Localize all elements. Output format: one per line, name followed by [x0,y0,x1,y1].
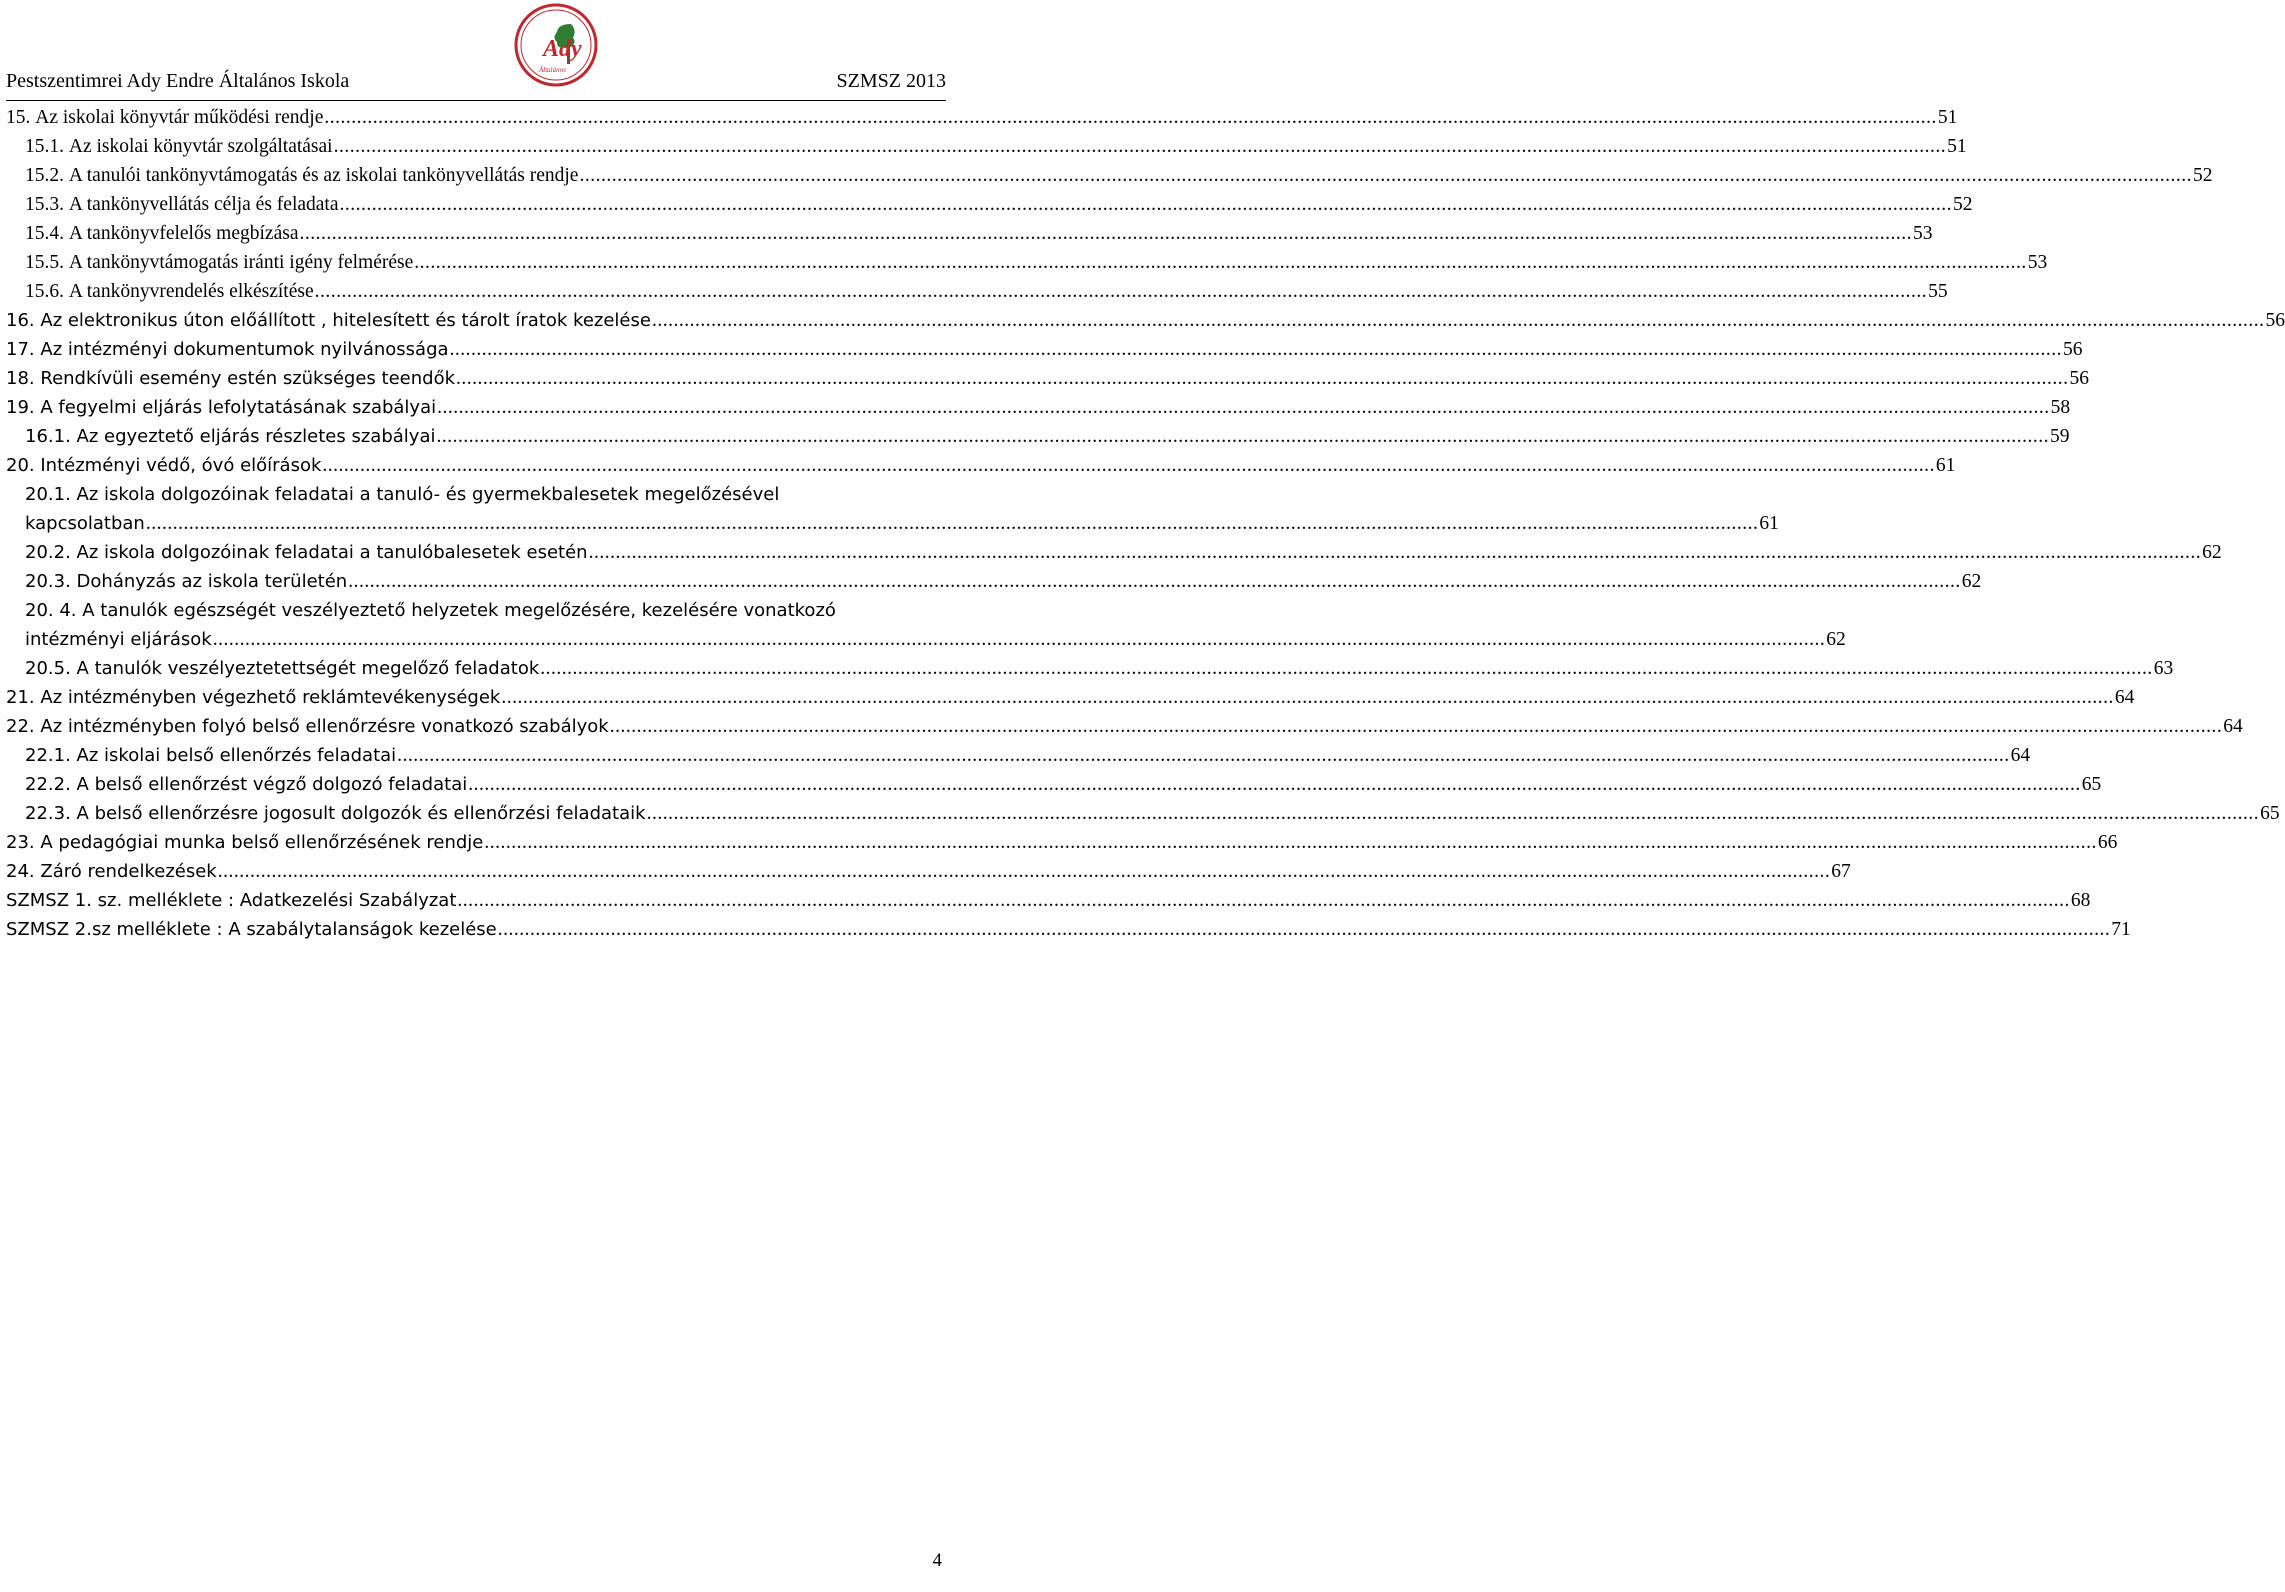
toc-title: A tankönyvellátás célja és feladata [68,194,339,215]
toc-leader: ............................................................................................................................................................................................................................................................................................................ [456,368,2069,389]
toc-title: Az intézményben folyó belső ellenőrzésre vonatkozó szabályok [40,716,609,737]
toc-page: 68 [2070,890,2091,911]
toc-leader: ............................................................................................................................................................................................................................................................................................................ [322,455,1935,476]
toc-title: Rendkívüli esemény estén szükséges teendők [40,368,456,389]
toc-entry[interactable] [6,103,1958,132]
toc-leader: ............................................................................................................................................................................................................................................................................................................ [540,658,2153,679]
toc-number: 20.1. [25,484,71,505]
toc-number: 20.2. [25,542,71,563]
toc-page: 67 [1831,861,1851,882]
toc-number: 15.3. [25,194,64,215]
toc-number: 15.5. [25,252,64,273]
toc-number: 22.3. [25,803,71,824]
toc-leader: ............................................................................................................................................................................................................................................................................................................ [324,107,1937,128]
toc-page: 52 [1953,194,1973,215]
toc-number: 19. [6,397,35,418]
document-code: SZMSZ 2013 [836,70,946,92]
toc-leader: ............................................................................................................................................................................................................................................................................................................ [397,745,2010,766]
toc-page: 63 [2153,658,2174,679]
toc-title: Az iskolai könyvtár működési rendje [35,107,324,128]
toc-page: 52 [2192,165,2213,186]
toc-number: 21. [6,687,35,708]
toc-title: Az intézményben végezhető reklámtevékenységek [40,687,501,708]
toc-leader: ............................................................................................................................................................................................................................................................................................................ [333,136,1947,157]
toc-leader: ............................................................................................................................................................................................................................................................................................................ [497,919,2111,940]
toc-page: 64 [2223,716,2243,737]
toc-title: Intézményi védő, óvó előírások [40,455,322,476]
svg-text:Ady: Ady [543,36,582,62]
toc-title: A belső ellenőrzést végző dolgozó feladatai [76,774,468,795]
toc-number: SZMSZ 1. sz. [6,890,123,911]
toc-page: 62 [1961,571,1982,592]
toc-page: 56 [2069,368,2090,389]
toc-leader: ............................................................................................................................................................................................................................................................................................................ [501,687,2114,708]
toc-number: SZMSZ 2.sz [6,919,111,940]
toc-title: Az elektronikus úton előállított , hitelesített és tárolt íratok kezelése [40,310,651,331]
toc-entry[interactable] [6,219,1933,248]
toc-title-cont: kapcsolatban [25,513,145,534]
toc-entry[interactable] [6,190,1973,219]
toc-title: Az iskolai könyvtár szolgáltatásai [68,136,333,157]
svg-text:Általános: Általános [539,66,566,74]
toc-page: 51 [1937,107,1958,128]
toc-entry[interactable] [6,567,1982,596]
toc-title: A tankönyvfelelős megbízása [68,223,299,244]
toc-entry[interactable] [6,277,1948,306]
toc-entry[interactable] [6,480,1779,538]
toc-number: 18. [6,368,35,389]
page-header [6,0,946,101]
toc-leader: ............................................................................................................................................................................................................................................................................................................ [651,310,2265,331]
toc-page: 65 [2081,774,2102,795]
toc-number: 15.4. [25,223,64,244]
toc-page: 58 [2050,397,2071,418]
toc-entry[interactable] [6,741,2031,770]
toc-number: 23. [6,832,35,853]
toc-entry[interactable] [6,422,2070,451]
toc-number: 20.5. [25,658,71,679]
toc-page: 56 [2265,310,2285,331]
toc-number: 16.1. [25,426,71,447]
toc-leader: ............................................................................................................................................................................................................................................................................................................ [457,890,2070,911]
toc-page: 62 [2202,542,2222,563]
toc-page: 71 [2111,919,2131,940]
toc-leader: ............................................................................................................................................................................................................................................................................................................ [579,165,2192,186]
toc-title: Záró rendelkezések [40,861,217,882]
toc-title: A tankönyvtámogatás iránti igény felmérése [68,252,414,273]
school-logo [513,2,599,88]
toc-page: 61 [1759,513,1779,534]
toc-title: Az iskola dolgozóinak feladatai a tanuló- és gyermekbalesetek megelőzésével [76,484,780,505]
toc-entry[interactable] [6,857,1851,886]
toc-number: 20.3. [25,571,71,592]
toc-title: A tanulói tankönyvtámogatás és az iskolai tankönyvellátás rendje [68,165,579,186]
toc-leader: ............................................................................................................................................................................................................................................................................................................ [588,542,2202,563]
toc-leader: ............................................................................................................................................................................................................................................................................................................ [414,252,2027,273]
toc-entry[interactable] [6,538,2222,567]
toc-leader: ............................................................................................................................................................................................................................................................................................................ [145,513,1759,534]
toc-number: 16. [6,310,35,331]
toc-leader: ............................................................................................................................................................................................................................................................................................................ [437,397,2050,418]
toc-entry[interactable] [6,683,2135,712]
toc-page: 65 [2260,803,2280,824]
toc-leader: ............................................................................................................................................................................................................................................................................................................ [609,716,2223,737]
toc-entry[interactable] [6,770,2102,799]
toc-number: 20. [6,455,35,476]
toc-title: A pedagógiai munka belső ellenőrzésének rendje [40,832,484,853]
school-name: Pestszentimrei Ady Endre Általános Iskola [6,70,350,92]
toc-title: Az intézményi dokumentumok nyilvánossága [40,339,449,360]
toc-number: 15. [6,107,31,128]
toc-title: melléklete : Adatkezelési Szabályzat [127,890,457,911]
toc-leader: ............................................................................................................................................................................................................................................................................................................ [484,832,2097,853]
toc-page: 55 [1928,281,1948,302]
toc-number: 22.2. [25,774,71,795]
toc-title: Az iskolai belső ellenőrzés feladatai [76,745,397,766]
toc-page: 56 [2063,339,2083,360]
toc-leader: ............................................................................................................................................................................................................................................................................................................ [299,223,1912,244]
toc-page: 61 [1935,455,1956,476]
toc-entry[interactable] [6,915,2131,944]
toc-page: 64 [2010,745,2031,766]
table-of-contents [6,103,2285,944]
toc-title: A tanulók veszélyeztetettségét megelőző feladatok [76,658,540,679]
toc-number: 15.2. [25,165,64,186]
toc-title: melléklete : A szabálytalanságok kezelése [116,919,497,940]
toc-title: A tanulók egészségét veszélyeztető helyzetek megelőzésére, kezelésére vonatkozó [82,600,836,621]
toc-entry[interactable] [6,712,2243,741]
toc-page: 53 [2027,252,2048,273]
toc-page: 51 [1947,136,1967,157]
toc-page: 53 [1912,223,1933,244]
toc-number: 24. [6,861,35,882]
toc-number: 20. 4. [25,600,77,621]
toc-page: 64 [2114,687,2135,708]
toc-number: 22.1. [25,745,71,766]
toc-leader: ............................................................................................................................................................................................................................................................................................................ [314,281,1928,302]
toc-entry[interactable] [6,799,2280,828]
toc-leader: ............................................................................................................................................................................................................................................................................................................ [646,803,2260,824]
toc-entry[interactable] [6,886,2091,915]
toc-leader: ............................................................................................................................................................................................................................................................................................................ [468,774,2081,795]
toc-number: 17. [6,339,35,360]
toc-entry[interactable] [6,451,1956,480]
toc-title: A tankönyvrendelés elkészítése [68,281,314,302]
toc-leader: ............................................................................................................................................................................................................................................................................................................ [436,426,2049,447]
toc-entry[interactable] [6,335,2083,364]
toc-title: A fegyelmi eljárás lefolytatásának szabályai [40,397,437,418]
toc-number: 22. [6,716,35,737]
toc-entry[interactable] [6,161,2213,190]
toc-title: Az iskola dolgozóinak feladatai a tanulóbalesetek esetén [76,542,588,563]
toc-page: 59 [2049,426,2070,447]
toc-entry[interactable] [6,596,1846,654]
toc-entry[interactable] [6,654,2174,683]
page-number: 4 [932,1550,942,1571]
toc-leader: ............................................................................................................................................................................................................................................................................................................ [212,629,1826,650]
toc-entry[interactable] [6,132,1967,161]
toc-page: 62 [1826,629,1846,650]
toc-title: Az egyeztető eljárás részletes szabályai [76,426,436,447]
toc-leader: ............................................................................................................................................................................................................................................................................................................ [449,339,2063,360]
toc-leader: ............................................................................................................................................................................................................................................................................................................ [348,571,1961,592]
toc-entry[interactable] [6,393,2071,422]
toc-page: 66 [2097,832,2118,853]
toc-number: 15.1. [25,136,64,157]
toc-leader: ............................................................................................................................................................................................................................................................................................................ [339,194,1953,215]
toc-entry[interactable] [6,364,2090,393]
toc-title: A belső ellenőrzésre jogosult dolgozók és ellenőrzési feladataik [76,803,646,824]
toc-entry[interactable] [6,306,2285,335]
toc-entry[interactable] [6,828,2118,857]
toc-number: 15.6. [25,281,64,302]
toc-entry[interactable] [6,248,2048,277]
toc-title-cont: intézményi eljárások [25,629,212,650]
toc-title: Dohányzás az iskola területén [76,571,348,592]
toc-leader: ............................................................................................................................................................................................................................................................................................................ [217,861,1831,882]
